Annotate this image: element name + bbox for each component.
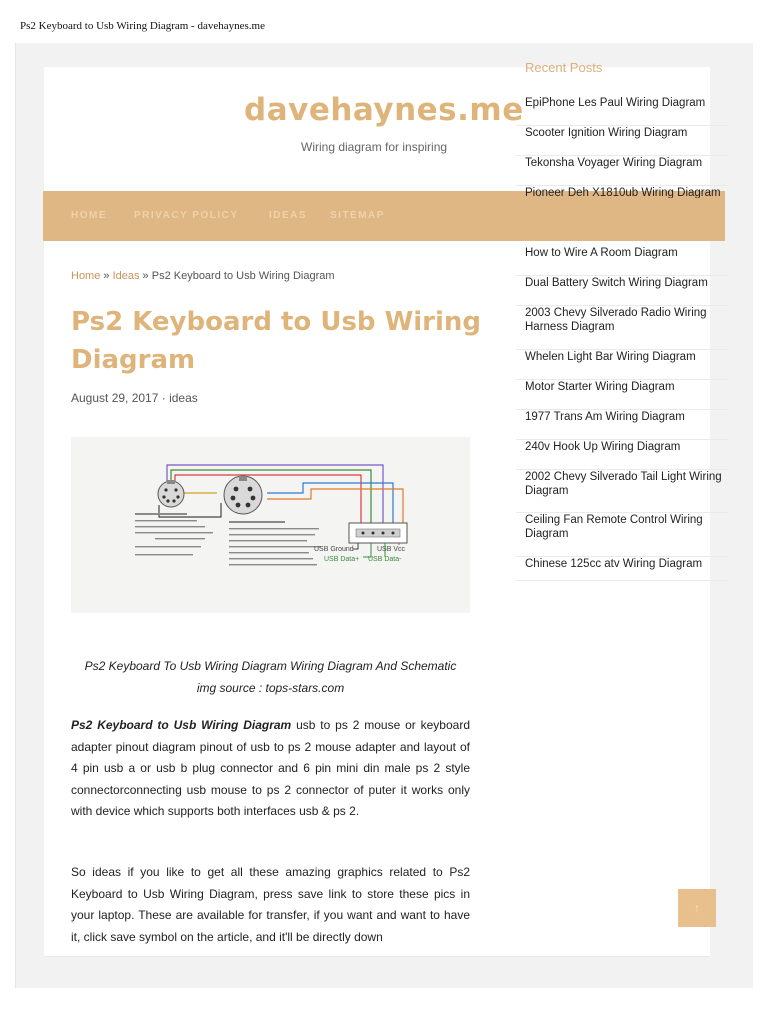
- site-header: [44, 67, 504, 191]
- post-paragraph-2: So ideas if you like to get all these amazing graphics related to Ps2 Keyboard to Usb Wiring Diagram, press save link to store these pics in your laptop. These are available for transfer, if you want and want to have it, click save symbol on the article, and it'll be directly down: [71, 865, 470, 944]
- image-caption: [71, 655, 470, 699]
- site-title[interactable]: davehaynes.me: [244, 92, 524, 128]
- recent-post-link[interactable]: 2002 Chevy Silverado Tail Light Wiring Diagram: [516, 470, 728, 513]
- recent-post-link[interactable]: EpiPhone Les Paul Wiring Diagram: [516, 96, 728, 126]
- recent-post-link[interactable]: How to Wire A Room Diagram: [516, 246, 728, 276]
- site-tagline: Wiring diagram for inspiring: [301, 140, 448, 154]
- recent-post-link[interactable]: Pioneer Deh X1810ub Wiring Diagram: [525, 187, 721, 198]
- document-title: Ps2 Keyboard to Usb Wiring Diagram - davehaynes.me: [20, 20, 265, 32]
- post-keyword: Ps2 Keyboard to Usb Wiring Diagram: [71, 718, 292, 732]
- recent-post-link[interactable]: Chinese 125cc atv Wiring Diagram: [516, 557, 728, 581]
- caption-source: img source : tops-stars.com: [196, 681, 345, 695]
- recent-post-link[interactable]: Ceiling Fan Remote Control Wiring Diagram: [516, 513, 728, 557]
- nav-ideas[interactable]: IDEAS: [269, 210, 308, 221]
- recent-post-link[interactable]: 240v Hook Up Wiring Diagram: [516, 440, 728, 470]
- recent-post-link[interactable]: Whelen Light Bar Wiring Diagram: [516, 350, 728, 380]
- recent-post-link[interactable]: 1977 Trans Am Wiring Diagram: [516, 410, 728, 440]
- recent-post-link[interactable]: Motor Starter Wiring Diagram: [516, 380, 728, 410]
- recent-posts-heading: Recent Posts: [525, 60, 603, 75]
- recent-post-link[interactable]: Tekonsha Voyager Wiring Diagram: [516, 156, 728, 186]
- main-nav: [43, 191, 725, 241]
- breadcrumb-separator: »: [100, 270, 113, 282]
- wiring-diagram-svg: [71, 437, 470, 613]
- recent-post-link[interactable]: Dual Battery Switch Wiring Diagram: [516, 276, 728, 306]
- nav-home[interactable]: HOME: [71, 210, 107, 221]
- nav-privacy-policy[interactable]: PRIVACY POLICY: [134, 210, 239, 221]
- post-paragraph-1-text: usb to ps 2 mouse or keyboard adapter pinout diagram pinout of usb to ps 2 mouse adapter and layout of 4 pin usb a or usb b plug connector and 6 pin mini din male ps 2 style connectorconnecting usb mouse to ps 2 connector of puter it works only with device which supports both interfaces usb & ps 2.: [71, 718, 471, 818]
- recent-post-link[interactable]: 2003 Chevy Silverado Radio Wiring Harness Diagram: [516, 306, 728, 350]
- wiring-diagram-image[interactable]: [71, 437, 470, 613]
- post-category-link[interactable]: ideas: [169, 391, 198, 405]
- content-bottom-divider: [44, 956, 710, 957]
- recent-post-link[interactable]: Scooter Ignition Wiring Diagram: [516, 126, 728, 156]
- breadcrumb-home[interactable]: Home: [71, 270, 101, 282]
- post-title: Ps2 Keyboard to Usb Wiring Diagram: [71, 307, 482, 375]
- label-usb-data-plus: USB Data+: [324, 556, 360, 563]
- breadcrumb-current: Ps2 Keyboard to Usb Wiring Diagram: [151, 270, 335, 282]
- post-meta: [71, 391, 198, 405]
- post-paragraph-1: [71, 715, 470, 823]
- post-date: August 29, 2017: [71, 391, 159, 405]
- label-usb-vcc: USB Vcc: [377, 546, 406, 553]
- arrow-up-icon: ↑: [694, 901, 700, 915]
- breadcrumb-separator: »: [139, 270, 152, 282]
- breadcrumb: [71, 270, 335, 282]
- breadcrumb-ideas[interactable]: Ideas: [112, 270, 140, 282]
- caption-title: Ps2 Keyboard To Usb Wiring Diagram Wiring Diagram And Schematic: [84, 659, 457, 673]
- label-usb-ground: USB Ground: [314, 546, 354, 553]
- nav-sitemap[interactable]: SITEMAP: [330, 210, 385, 221]
- meta-separator: ·: [158, 391, 170, 405]
- label-usb-data-minus: USB Data-: [368, 556, 402, 563]
- back-to-top-button[interactable]: [678, 889, 716, 927]
